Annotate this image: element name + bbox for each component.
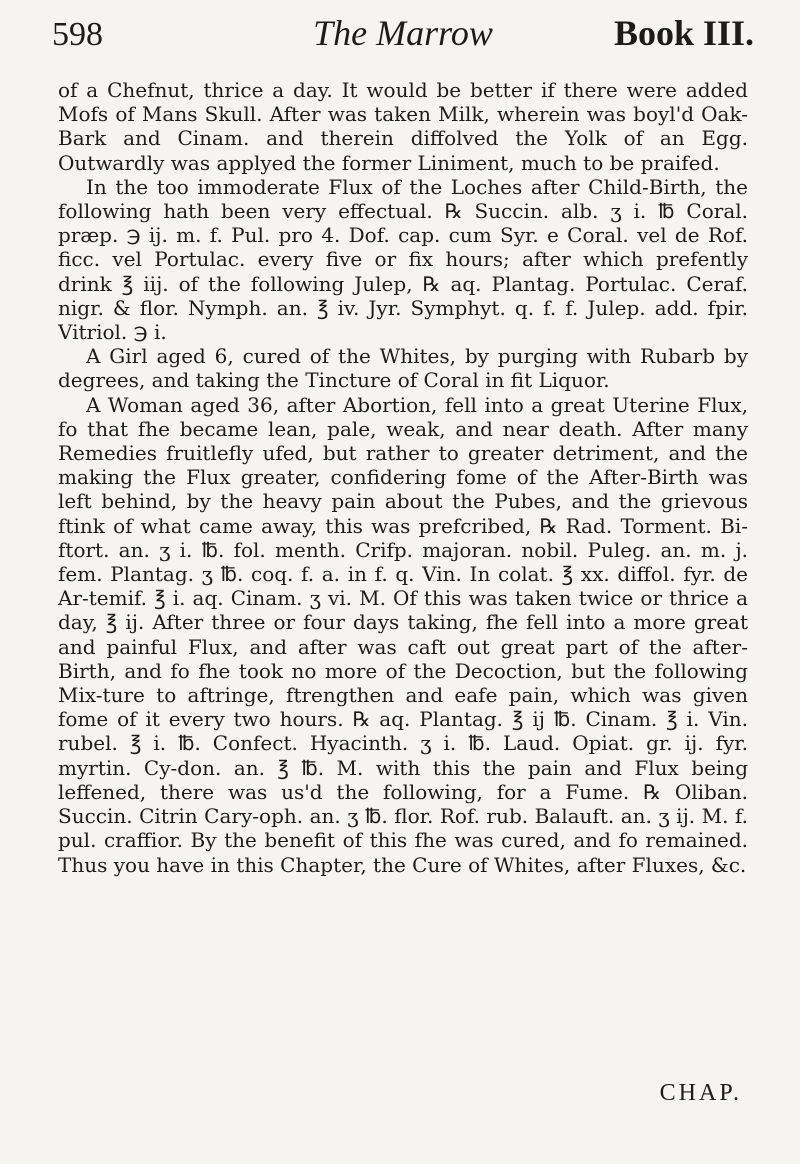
paragraph: A Girl aged 6, cured of the Whites, by purging with Rubarb by degrees, and taking the Tincture of Coral in fit Liquor. [58,344,748,393]
catchword: CHAP. [659,1080,742,1106]
book-number: Book III. [613,13,754,53]
page-number: 598 [52,16,103,53]
paragraph: In the too immoderate Flux of the Loches after Child-Birth, the following hath been very effectual. ℞ Succin. alb. ʒ i. ℔ Coral. præp. ℈ ij. m. f. Pul. pro 4. Dof. cap. cum Syr. e Coral. vel de Rof. ficc. vel Portulac. every five or fix hours; after which prefently drink ℥ iij. of the following Julep, ℞ aq. Plantag. Portulac. Ceraf. nigr. & flor. Nymph. an. ℥ iv. Jyr. Symphyt. q. f. f. Julep. add. fpir. Vitriol. ℈ i. [58,174,748,345]
running-title: The Marrow [313,13,493,53]
paragraph: of a Chefnut, thrice a day. It would be better if there were added Mofs of Mans Skull. After was taken Milk, wherein was boyl'd Oak-Bark and Cinam. and therein diffolved the Yolk of an Egg. Outwardly was applyed the former Liniment, much to be praifed. [58,78,748,175]
paragraph: A Woman aged 36, after Abortion, fell into a great Uterine Flux, fo that fhe became lean, pale, weak, and near death. After many Remedies fruitlefly ufed, but rather to greater detriment, and the making the Flux greater, confidering fome of the After-Birth was left behind, by the heavy pain about the Pubes, and the grievous ftink of what came away, this was prefcribed, ℞ Rad. Torment. Bi-ftort. an. ʒ i. ℔. fol. menth. Crifp. majoran. nobil. Puleg. an. m. j. fem. Plantag. ʒ ℔. coq. f. a. in f. q. Vin. In colat. ℥ xx. diffol. fyr. de Ar-temif. ℥ i. aq. Cinam. ʒ vi. M. Of this was taken twice or thrice a day, ℥ ij. After three or four days taking, fhe fell into a more great and painful Flux, and after was caft out great part of the after-Birth, and fo fhe took no more of the Decoction, but the following Mix-ture to aftringe, ftrengthen and eafe pain, which was given fome of it every two hours. ℞ aq. Plantag. ℥ ij ℔. Cinam. ℥ i. Vin. rubel. ℥ i. ℔. Confect. Hyacinth. ʒ i. ℔. Laud. Opiat. gr. ij. fyr. myrtin. Cy-don. an. ℥ ℔. M. with this the pain and Flux being leffened, there was us'd the following, for a Fume. ℞ Oliban. Succin. Citrin Cary-oph. an. ʒ ℔. flor. Rof. rub. Balauft. an. ʒ ij. M. f. pul. craffior. By the benefit of this fhe was cured, and fo remained. Thus you have in this Chapter, the Cure of Whites, after Fluxes, &c. [58,392,748,877]
page-header [52,12,754,76]
body-text [58,78,748,877]
